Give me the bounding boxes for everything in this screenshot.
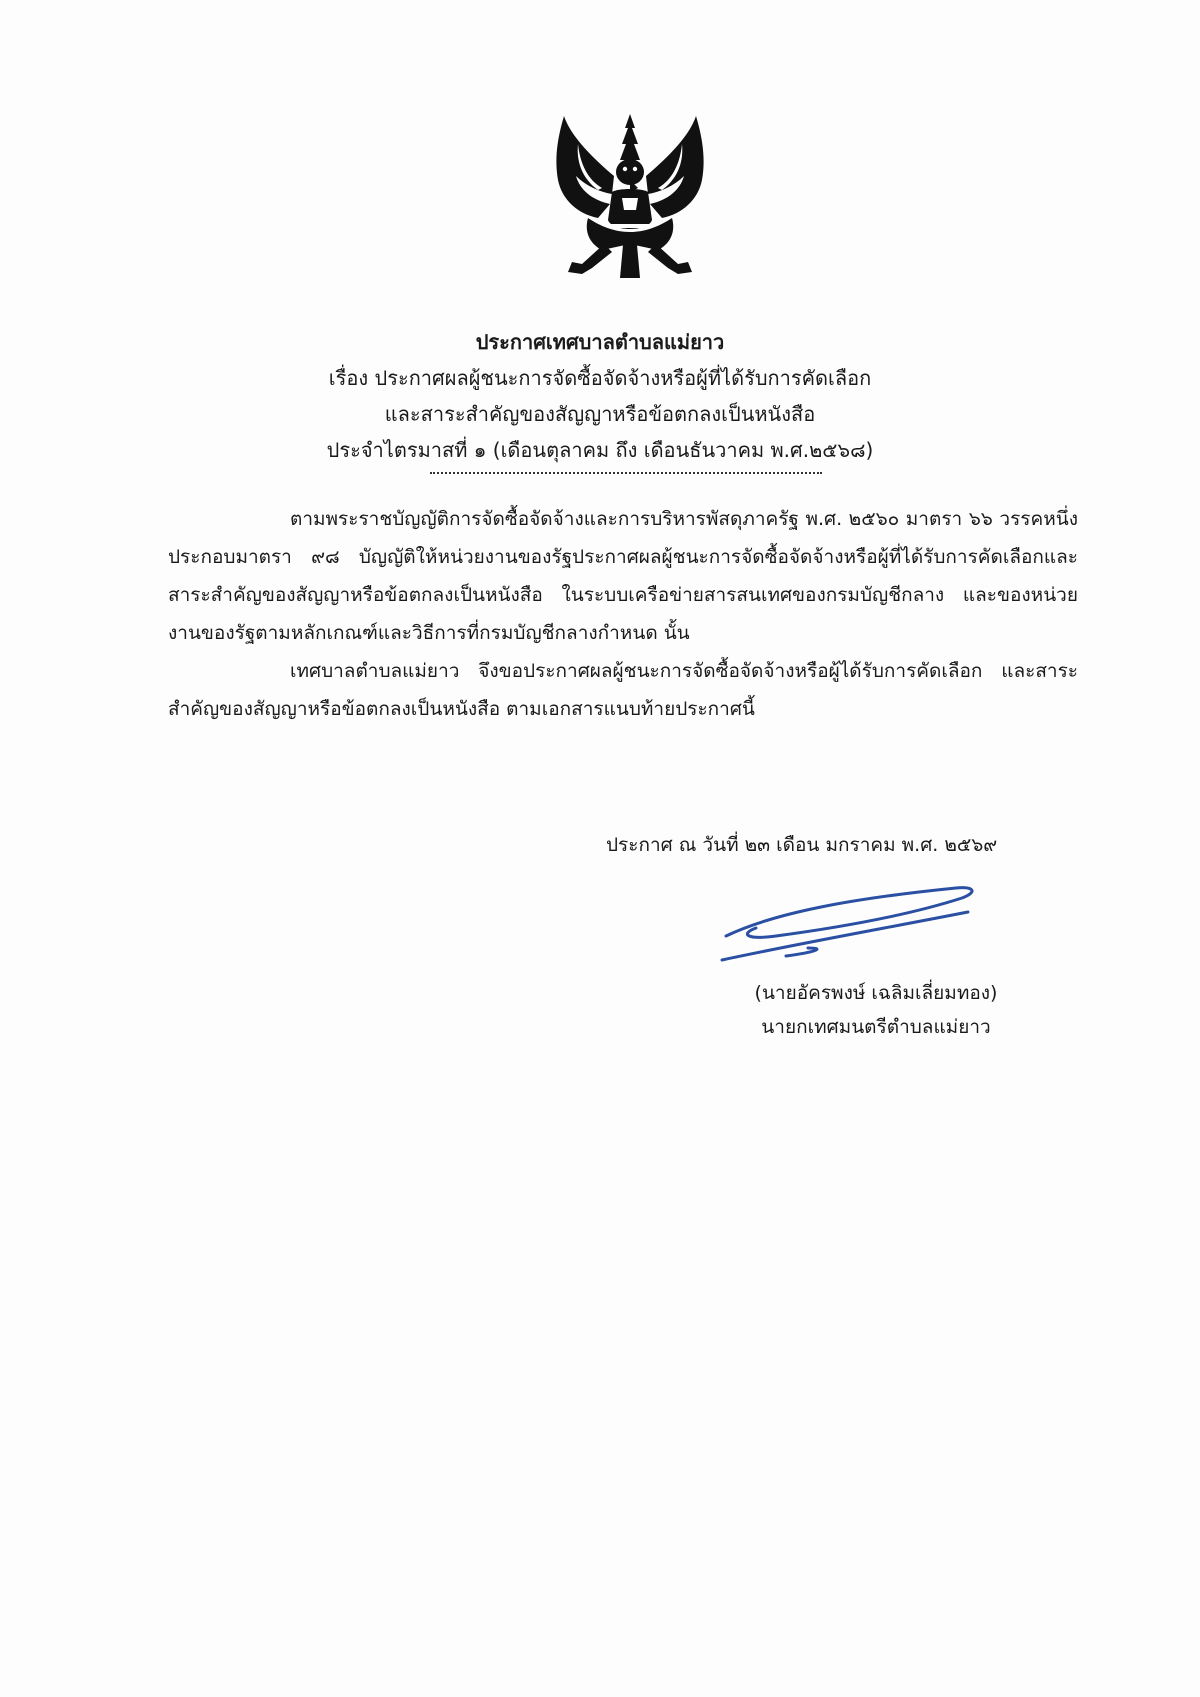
signer-name: (นายอัครพงษ์ เฉลิมเลี่ยมทอง)	[754, 982, 998, 1004]
body-paragraph-2	[168, 652, 1078, 728]
handwritten-signature-icon	[716, 882, 988, 972]
paragraph-2-text: เทศบาลตำบลแม่ยาว จึงขอประกาศผลผู้ชนะการจัดซื้อจัดจ้างหรือผู้ได้รับการคัดเลือก และสาระสำคัญของสัญญาหรือข้อตกลงเป็นหนังสือ ตามเอกสารแนบท้ายประกาศนี้	[168, 660, 1078, 720]
announcement-title: ประกาศเทศบาลตำบลแม่ยาว	[475, 330, 725, 354]
header-divider	[430, 472, 822, 474]
announcement-date: ประกาศ ณ วันที่ ๒๓ เดือน มกราคม พ.ศ. ๒๕๖๙	[606, 834, 998, 856]
signer-position: นายกเทศมนตรีตำบลแม่ยาว	[761, 1016, 991, 1038]
announcement-period: ประจำไตรมาสที่ ๑ (เดือนตุลาคม ถึง เดือนธันวาคม พ.ศ.๒๕๖๘)	[326, 438, 874, 462]
announcement-subject-line2: และสาระสำคัญของสัญญาหรือข้อตกลงเป็นหนังสือ	[384, 402, 816, 426]
paragraph-1-text: ตามพระราชบัญญัติการจัดซื้อจัดจ้างและการบริหารพัสดุภาครัฐ พ.ศ. ๒๕๖๐ มาตรา ๖๖ วรรคหนึ่ง ประกอบมาตรา ๙๘ บัญญัติให้หน่วยงานของรัฐประกาศผลผู้ชนะการจัดซื้อจัดจ้างหรือผู้ที่ได้รับการคัดเลือกและสาระสำคัญของสัญญาหรือข้อตกลงเป็นหนังสือ ในระบบเครือข่ายสารสนเทศของกรมบัญชีกลาง และของหน่วยงานของรัฐตามหลักเกณฑ์และวิธีการที่กรมบัญชีกลางกำหนด นั้น	[168, 508, 1078, 644]
announcement-subject: เรื่อง ประกาศผลผู้ชนะการจัดซื้อจัดจ้างหรือผู้ที่ได้รับการคัดเลือก	[328, 366, 872, 390]
body-paragraph-1	[168, 500, 1078, 652]
garuda-emblem-icon	[548, 114, 712, 282]
